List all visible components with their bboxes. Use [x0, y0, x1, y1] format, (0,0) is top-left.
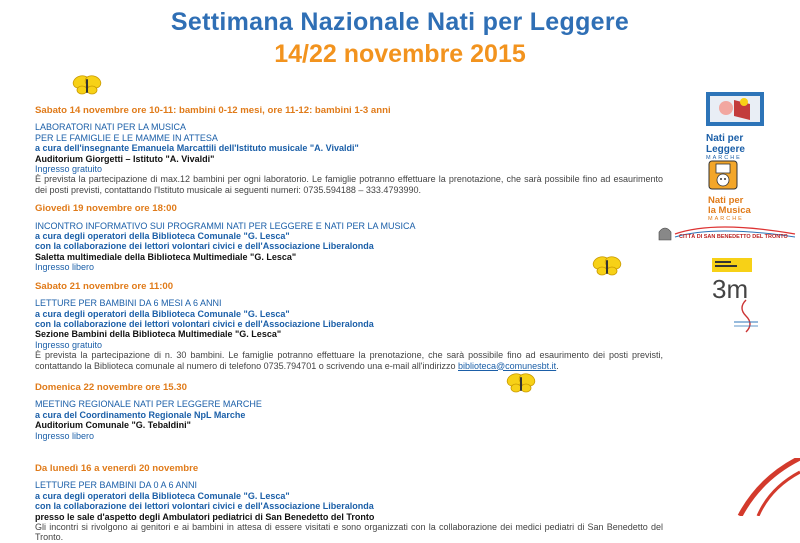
event-venue: presso le sale d'aspetto degli Ambulatori pediatrici di San Benedetto del Tronto: [35, 511, 375, 522]
event-venue: Auditorium Giorgetti – Istituto "A. Vivaldi": [35, 153, 215, 164]
event-entry: Ingresso gratuito: [35, 339, 103, 350]
npm-region: MARCHE: [708, 216, 744, 222]
event-collab: con la collaborazione dei lettori volontari civici e dell'Associazione Liberalonda: [35, 318, 374, 329]
event-collab: con la collaborazione dei lettori volontari civici e dell'Associazione Liberalonda: [35, 501, 374, 512]
logo-biblioteca: [712, 258, 772, 304]
event-venue: Auditorium Comunale "G. Tebaldini": [35, 420, 191, 431]
npl-line2: Leggere: [706, 144, 745, 155]
event-heading: Sabato 21 novembre ore 11:00: [35, 280, 174, 292]
npm-line1: Nati per: [708, 195, 744, 206]
event-organizer: a cura dell'insegnante Emanuela Marcattili dell'Istituto musicale "A. Vivaldi": [35, 143, 359, 154]
butterfly-icon: [72, 74, 102, 96]
event-section: [35, 204, 663, 272]
npl-line1: Nati per: [706, 133, 744, 144]
event-note: Gli incontri si rivolgono ai genitori e ai bambini in attesa di essere visitati e sono organizzati con la collaborazione dei medici pediatri di San Benedetto del Tronto.: [35, 522, 663, 543]
event-heading: Domenica 22 novembre ore 15.30: [35, 381, 187, 393]
event-heading: Giovedì 19 novembre ore 18:00: [35, 203, 177, 215]
npl-region: MARCHE: [706, 155, 742, 161]
event-note: È prevista la partecipazione di n. 30 bambini. Le famiglie potranno effettuare la prenotazione, che sarà possibile fino ad esaurimento dei posti previsti, contattando la Biblioteca comunale al numero di telefono 0735.794701 o scrivendo una e-mail all'indirizzo biblioteca@comunesbt.it.: [35, 350, 663, 371]
page-title: Settimana Nazionale Nati per Leggere: [170, 8, 630, 36]
event-title: LETTURE PER BAMBINI DA 6 MESI A 6 ANNI: [35, 298, 222, 309]
event-section: [35, 106, 663, 195]
event-organizer: a cura degli operatori della Biblioteca Comunale "G. Lesca": [35, 308, 290, 319]
event-title: LABORATORI NATI PER LA MUSICA: [35, 122, 187, 133]
email-link[interactable]: biblioteca@comunesbt.it: [458, 360, 557, 371]
association-icon: [724, 298, 768, 334]
event-title: INCONTRO INFORMATIVO SUI PROGRAMMI NATI PER LEGGERE E NATI PER LA MUSICA: [35, 220, 416, 231]
event-collab: con la collaborazione dei lettori volontari civici e dell'Associazione Liberalonda: [35, 241, 374, 252]
event-entry: Ingresso gratuito: [35, 164, 103, 175]
page-dates: 14/22 novembre 2015: [274, 40, 526, 68]
events-list: [35, 100, 663, 543]
event-note-text: È prevista la partecipazione di n. 30 bambini. Le famiglie potranno effettuare la prenotazione, che sarà possibile fino ad esaurimento dei posti previsti, contattando la Biblioteca comunale al numero di telefono 0735.794701 o scrivendo una e-mail all'indirizzo: [35, 350, 663, 371]
library-icon: [712, 258, 752, 272]
event-section: [35, 383, 663, 441]
event-note: È prevista la partecipazione di max.12 bambini per ogni laboratorio. Le famiglie potranno effettuare la prenotazione, che sarà possibile fino ad esaurimento dei posti previsti, contattando l'Istituto musicale ai seguenti numeri: 0735.594188 – 333.4793990.: [35, 174, 663, 195]
event-organizer: a cura del Coordinamento Regionale NpL Marche: [35, 409, 246, 420]
event-organizer: a cura degli operatori della Biblioteca Comunale "G. Lesca": [35, 231, 290, 242]
decorative-swoosh: [700, 458, 800, 516]
event-section: [35, 464, 663, 543]
event-venue: Saletta multimediale della Biblioteca Multimediale "G. Lesca": [35, 251, 297, 262]
logo-nati-per-la-musica: [708, 160, 770, 222]
event-section: [35, 282, 663, 371]
logo-nati-per-leggere: [706, 92, 766, 161]
event-title: LETTURE PER BAMBINI DA 0 A 6 ANNI: [35, 480, 198, 491]
event-entry: Ingresso libero: [35, 430, 95, 441]
city-crest-icon: [655, 222, 800, 244]
event-title: MEETING REGIONALE NATI PER LEGGERE MARCHE: [35, 399, 262, 410]
event-entry: Ingresso libero: [35, 262, 95, 273]
event-organizer: a cura degli operatori della Biblioteca Comunale "G. Lesca": [35, 490, 290, 501]
city-name: CITTÀ DI SAN BENEDETTO DEL TRONTO: [679, 234, 788, 240]
logo-association: [724, 298, 774, 339]
event-venue: Sezione Bambini della Biblioteca Multimediale "G. Lesca": [35, 329, 282, 340]
event-subtitle: PER LE FAMIGLIE E LE MAMME IN ATTESA: [35, 132, 218, 143]
npm-line2: la Musica: [708, 205, 751, 216]
event-heading: Sabato 14 novembre ore 10-11: bambini 0-12 mesi, ore 11-12: bambini 1-3 anni: [35, 105, 391, 116]
logo-citta-sbt: [655, 222, 800, 249]
event-heading: Da lunedì 16 a venerdì 20 novembre: [35, 462, 199, 474]
bim-logo: 3m: [712, 274, 749, 304]
nati-per-leggere-icon: [706, 92, 764, 126]
nati-per-la-musica-icon: [708, 160, 738, 190]
